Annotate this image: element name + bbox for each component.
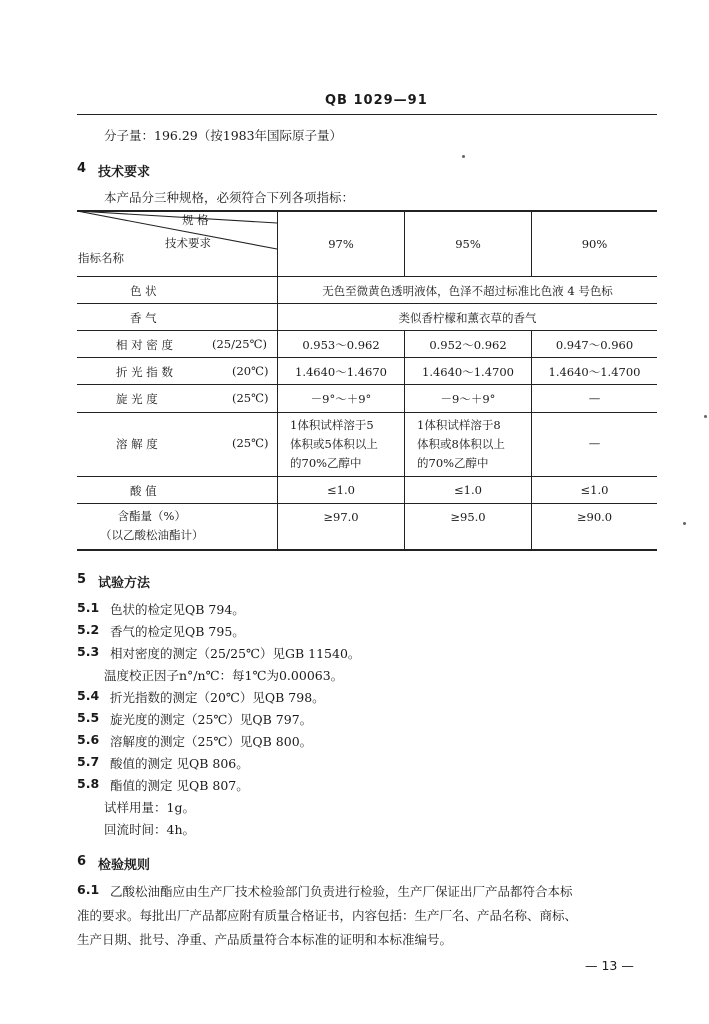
clause-text: 试样用量：1g。 [104,800,195,815]
clause-text: 相对密度的测定（25/25℃）见GB 11540。 [110,646,361,661]
row-condition: (25℃) [232,436,269,450]
table-cell: ≥97.0 [323,510,359,524]
clause-number: 5.7 [77,754,100,769]
table-cell: ≤1.0 [580,483,609,497]
clause-number: 5.4 [77,688,100,703]
page-number: — 13 — [585,958,634,973]
section-6-title: 检验规则 [98,858,151,873]
section-4-number: 4 [77,161,87,176]
table-cell: 0.952～0.962 [429,338,507,352]
clause-text: 旋光度的测定（25℃）见QB 797。 [110,712,313,727]
table-bottom-rule [77,549,657,551]
row-condition: (20℃) [232,364,269,378]
section-4-title: 技术要求 [98,165,151,180]
column-header: 90% [581,237,608,251]
table-cell: 1.4640～1.4700 [548,365,641,379]
table-cell: 1.4640～1.4670 [295,365,387,379]
clause-number: 5.2 [77,622,100,637]
section-6-number: 6 [77,854,87,869]
row-name: 相 对 密 度 [116,338,173,352]
column-header: 95% [455,237,481,251]
clause-number: 5.6 [77,732,100,747]
row-condition: (25℃) [232,391,269,405]
table-rule [77,412,657,413]
row-name: 旋 光 度 [116,392,158,406]
row-name: 溶 解 度 [116,437,158,451]
clause-number: 5.3 [77,644,100,659]
row-name: 酸 值 [130,484,157,498]
header-rule [77,114,657,115]
standard-number: QB 1029—91 [325,93,428,108]
clause-text: 酸值的测定 见QB 806。 [110,756,249,771]
section-5-title: 试验方法 [98,576,151,591]
table-cell: ≤1.0 [327,483,355,497]
clause-number: 5.1 [77,600,100,615]
section-5-number: 5 [77,572,87,587]
table-cell: — [588,391,601,405]
scan-speck [462,155,465,158]
table-rule [77,476,657,477]
table-cell: ≥95.0 [450,510,486,524]
table-rule [77,303,657,304]
table-cell: 0.947～0.960 [555,338,634,352]
row-name: 折 光 指 数 [116,365,173,379]
scan-speck [704,415,707,418]
table-cell: －9～＋9° [440,392,496,406]
table-rule [77,330,657,331]
clause-text: 温度校正因子n°/n℃：每1℃为0.00063。 [104,668,344,683]
row-name: 含酯量（%） （以乙酸松油酯计） [100,509,204,542]
corner-index-label: 指标名称 [78,251,124,265]
column-header: 97% [328,237,354,251]
clause-text: 酯值的测定 见QB 807。 [110,778,249,793]
clause-number: 5.5 [77,710,100,725]
corner-spec-label: 规 格 [182,213,209,227]
clause-text: 香气的检定见QB 795。 [110,624,245,639]
table-rule [77,503,657,504]
clause-number: 6.1 [77,882,100,897]
clause-text: 折光指数的测定（20℃）见QB 798。 [110,690,325,705]
corner-requirement-label: 技术要求 [165,236,211,250]
table-cell: －9°～＋9° [310,392,372,406]
row-condition: (25/25℃) [212,337,267,351]
table-cell: ≥90.0 [576,510,613,524]
molecular-weight: 分子量：196.29（按1983年国际原子量） [104,128,343,143]
table-cell: 1.4640～1.4700 [422,365,514,379]
table-rule [77,357,657,358]
row-name: 色 状 [130,284,157,298]
table-cell: 0.953～0.962 [302,338,380,352]
clause-line: 准的要求。每批出厂产品都应附有质量合格证书，内容包括：生产厂名、产品名称、商标、 [77,908,578,923]
clause-line: 生产日期、批号、净重、产品质量符合本标准的证明和本标准编号。 [77,932,453,947]
table-cell: ≤1.0 [454,483,482,497]
table-rule [77,384,657,385]
table-cell: 1体积试样溶于8 体积或8体积以上 的70%乙醇中 [417,418,505,470]
merged-value: 无色至微黄色透明液体，色泽不超过标准比色液 4 号色标 [322,284,613,298]
row-name: 香 气 [130,311,157,325]
merged-value: 类似香柠檬和薰衣草的香气 [398,311,537,325]
table-cell: 1体积试样溶于5 体积或5体积以上 的70%乙醇中 [290,418,378,470]
clause-text: 溶解度的测定（25℃）见QB 800。 [110,734,313,749]
clause-text: 色状的检定见QB 794。 [110,602,245,617]
clause-text: 回流时间：4h。 [104,822,196,837]
scan-speck [683,522,686,525]
clause-number: 5.8 [77,776,100,791]
section-4-intro: 本产品分三种规格，必须符合下列各项指标： [104,190,355,205]
table-cell: — [588,436,601,450]
clause-line: 乙酸松油酯应由生产厂技术检验部门负责进行检验，生产厂保证出厂产品都符合本标 [110,884,573,899]
